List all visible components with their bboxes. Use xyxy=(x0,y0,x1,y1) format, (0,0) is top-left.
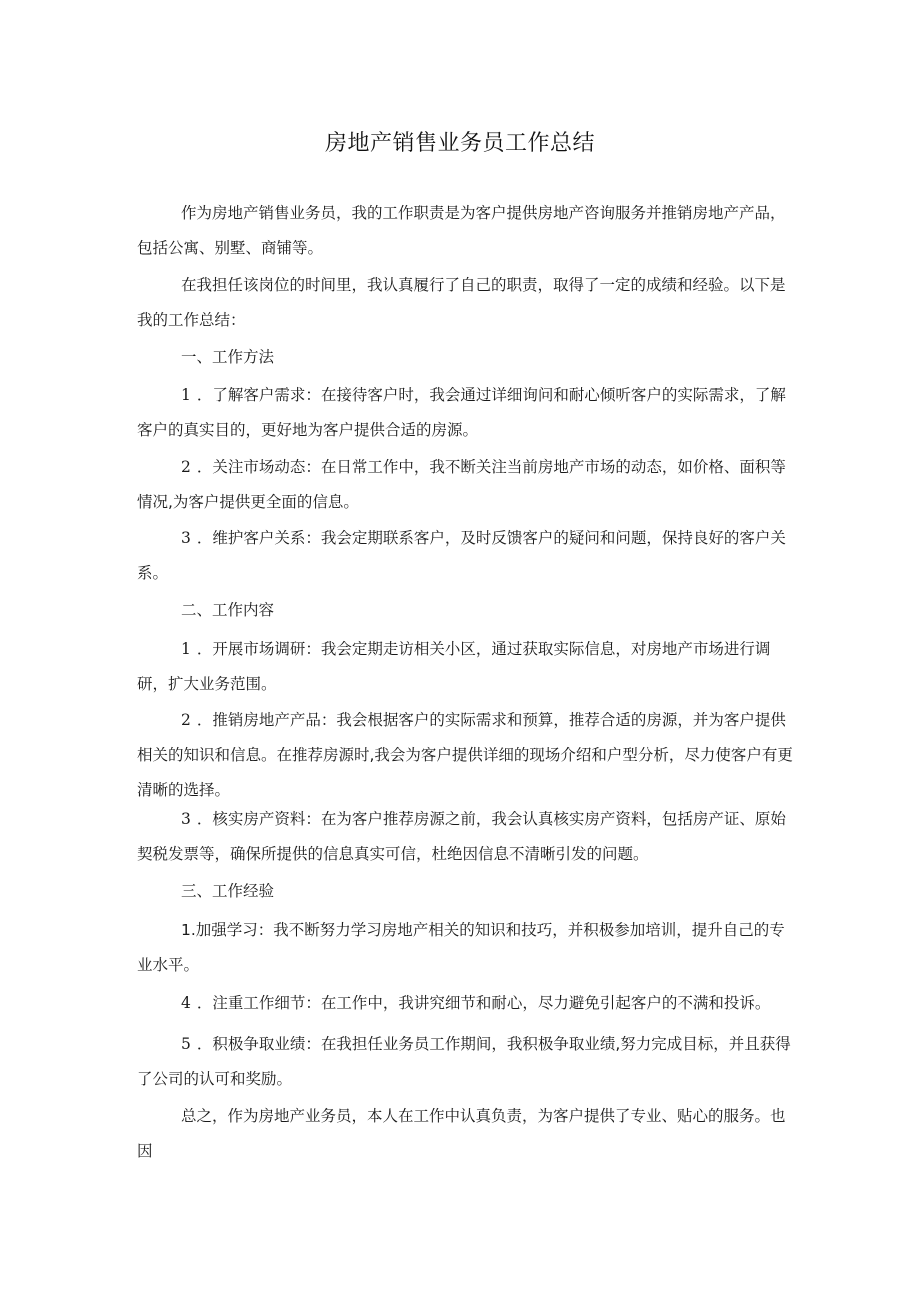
item-number: 5 xyxy=(181,1035,191,1053)
content-item-2 xyxy=(137,703,797,808)
experience-item-5 xyxy=(137,1027,797,1097)
document-title: 房地产销售业务员工作总结 xyxy=(324,131,595,156)
item-number: 1 xyxy=(181,386,191,404)
section-heading-content: 二、工作内容 xyxy=(181,601,275,619)
item-number: 2 xyxy=(181,711,191,729)
experience-item-4 xyxy=(137,986,797,1021)
methods-item-2 xyxy=(137,450,797,520)
item-text: ．了解客户需求：在接待客户时，我会通过详细询问和耐心倾听客户的实际需求，了解客户的真实目的，更好地为客户提供合适的房源。 xyxy=(137,386,786,439)
section-heading-experience: 三、工作经验 xyxy=(181,882,275,900)
content-item-3 xyxy=(137,802,797,872)
section-heading-methods: 一、工作方法 xyxy=(181,348,275,366)
item-text: ．推销房地产产品：我会根据客户的实际需求和预算，推荐合适的房源，并为客户提供相关的知识和信息。在推荐房源时,我会为客户提供详细的现场介绍和户型分析，尽力使客户有更清晰的选择。 xyxy=(137,711,793,799)
item-number: 1 xyxy=(181,640,191,658)
intro-paragraph-2: 在我担任该岗位的时间里，我认真履行了自己的职责，取得了一定的成绩和经验。以下是我的工作总结： xyxy=(137,276,786,329)
experience-item-1: 1.加强学习：我不断努力学习房地产相关的知识和技巧，并积极参加培训，提升自己的专业水平。 xyxy=(137,921,785,974)
item-number: 4 xyxy=(181,994,191,1012)
item-text: ．关注市场动态：在日常工作中，我不断关注当前房地产市场的动态，如价格、面积等情况,为客户提供更全面的信息。 xyxy=(137,458,786,511)
methods-item-3 xyxy=(137,521,797,591)
intro-paragraph-1: 作为房地产销售业务员，我的工作职责是为客户提供房地产咨询服务并推销房地产产品，包括公寓、别墅、商铺等。 xyxy=(137,204,786,257)
item-text: ．核实房产资料：在为客户推荐房源之前，我会认真核实房产资料，包括房产证、原始契税发票等，确保所提供的信息真实可信，杜绝因信息不清晰引发的问题。 xyxy=(137,810,786,863)
content-item-1 xyxy=(137,632,797,702)
item-number: 3 xyxy=(181,810,191,828)
item-number: 2 xyxy=(181,458,191,476)
item-number: 3 xyxy=(181,529,191,547)
item-text: ．维护客户关系：我会定期联系客户，及时反馈客户的疑问和问题，保持良好的客户关系。 xyxy=(137,529,786,582)
item-text: ．开展市场调研：我会定期走访相关小区，通过获取实际信息，对房地产市场进行调研，扩大业务范围。 xyxy=(137,640,771,693)
item-text: ．注重工作细节：在工作中，我讲究细节和耐心，尽力避免引起客户的不满和投诉。 xyxy=(196,994,771,1012)
methods-item-1 xyxy=(137,378,797,448)
item-text: ．积极争取业绩：在我担任业务员工作期间，我积极争取业绩,努力完成目标，并且获得了公司的认可和奖励。 xyxy=(137,1035,791,1088)
conclusion-paragraph: 总之，作为房地产业务员，本人在工作中认真负责，为客户提供了专业、贴心的服务。也因 xyxy=(137,1107,786,1160)
